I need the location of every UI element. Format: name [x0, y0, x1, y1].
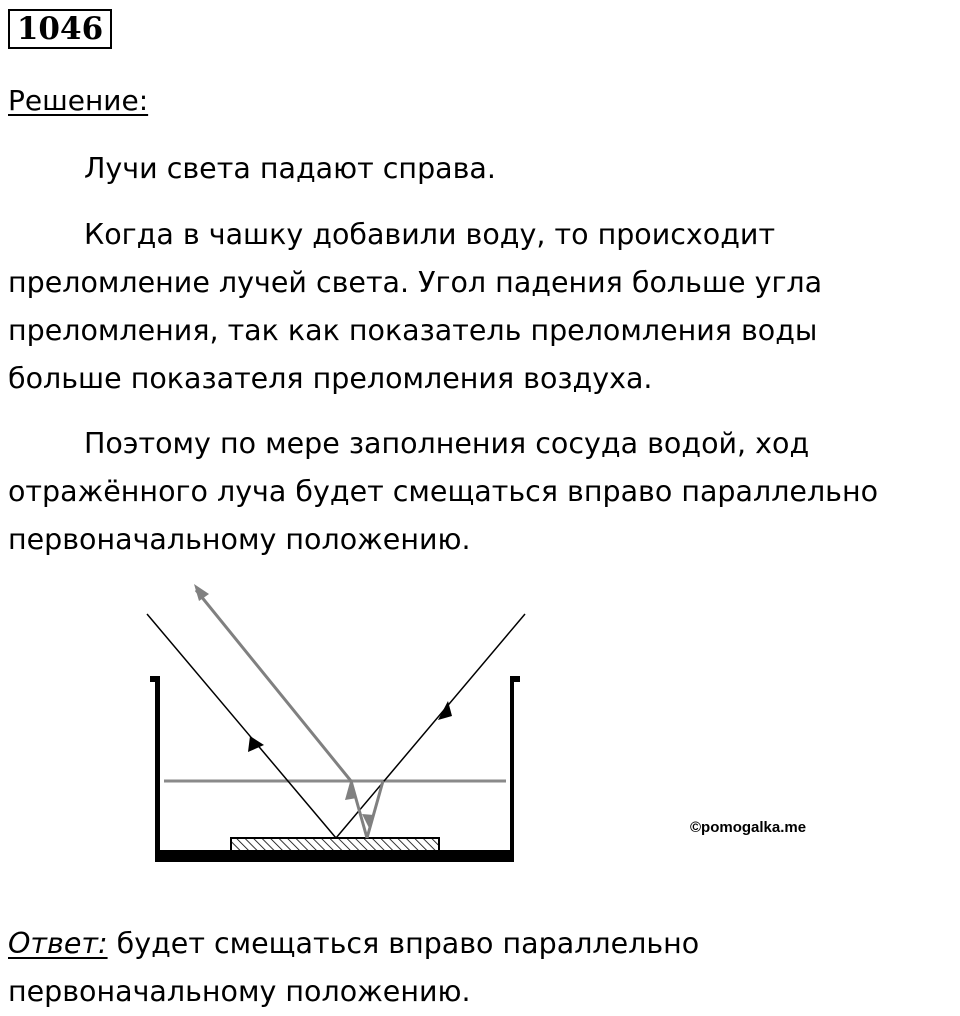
paragraph-2-line: больше показателя преломления воздуха.: [8, 362, 653, 395]
vessel: [150, 676, 520, 862]
paragraph-2-line: преломление лучей света. Угол падения больше угла: [8, 266, 823, 299]
answer-label: Ответ:: [8, 927, 108, 960]
paragraph-3-line: Поэтому по мере заполнения сосуда водой, ход: [84, 427, 810, 460]
refracted-reflected-ray: [196, 590, 367, 838]
paragraph-3-line: первоначальному положению.: [8, 523, 471, 556]
problem-number: 1046: [8, 9, 112, 49]
refraction-diagram: [130, 575, 550, 875]
paragraph-3: [8, 420, 960, 564]
paragraph-2-line: Когда в чашку добавили воду, то происходит: [84, 218, 776, 251]
paragraph-1-line: Лучи света падают справа.: [84, 152, 496, 185]
paragraph-1: [8, 145, 960, 193]
watermark-credit: ©pomogalka.me: [690, 819, 807, 836]
answer: [8, 920, 699, 1016]
mirror-plate: [231, 838, 439, 856]
solution-heading: Решение:: [8, 84, 149, 117]
paragraph-3-line: отражённого луча будет смещаться вправо параллельно: [8, 475, 879, 508]
paragraph-2: [8, 211, 960, 403]
refracted-incident-ray: [367, 781, 383, 838]
incident-ray: [336, 614, 525, 838]
answer-line: будет смещаться вправо параллельно: [116, 927, 700, 960]
answer-line: первоначальному положению.: [8, 975, 471, 1008]
paragraph-2-line: преломления, так как показатель преломления воды: [8, 314, 818, 347]
